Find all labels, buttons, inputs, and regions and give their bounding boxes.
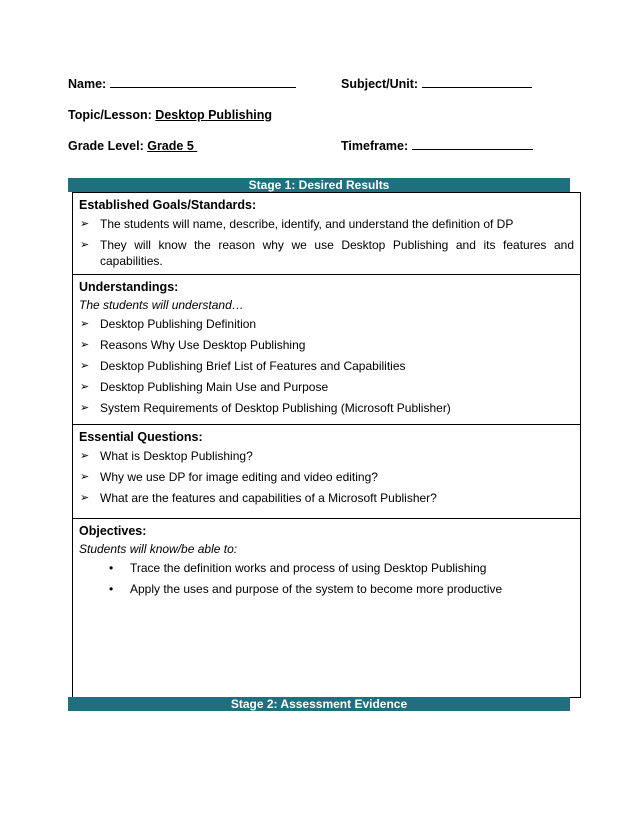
- understandings-list: [79, 316, 574, 416]
- questions-title: Essential Questions:: [79, 430, 203, 444]
- list-item: ➢ The students will name, describe, identify, and understand the definition of DP: [80, 217, 514, 231]
- questions-section: [73, 425, 580, 519]
- list-item: ➢ They will know the reason why we use Desktop Publishing and its features and capabilities.: [80, 238, 574, 268]
- name-blank: [110, 87, 296, 88]
- objectives-list: [79, 560, 574, 597]
- subject-blank: [422, 87, 532, 88]
- arrow-bullet-icon: ➢: [80, 471, 90, 483]
- questions-list: [79, 448, 574, 506]
- dot-bullet-icon: •: [109, 561, 114, 575]
- stage1-header: Stage 1: Desired Results: [68, 178, 570, 192]
- timeframe-blank: [412, 149, 533, 150]
- name-field: [68, 77, 296, 91]
- dot-bullet-icon: •: [109, 582, 114, 596]
- arrow-bullet-icon: ➢: [80, 318, 90, 330]
- list-item: ➢ Reasons Why Use Desktop Publishing: [80, 338, 306, 352]
- list-item: ➢ Desktop Publishing Main Use and Purpose: [80, 380, 329, 394]
- list-item: ➢ System Requirements of Desktop Publishing (Microsoft Publisher): [80, 401, 451, 415]
- arrow-bullet-icon: ➢: [80, 450, 90, 462]
- timeframe-label: Timeframe:: [341, 139, 409, 153]
- understandings-intro: The students will understand…: [79, 298, 244, 312]
- topic-field: [68, 108, 272, 122]
- grade-label: Grade Level:: [68, 139, 144, 153]
- list-item: ➢ What is Desktop Publishing?: [80, 449, 253, 463]
- grade-value: Grade 5: [147, 139, 194, 153]
- list-item: • Trace the definition works and process of using Desktop Publishing: [109, 561, 487, 575]
- arrow-bullet-icon: ➢: [80, 239, 90, 251]
- subject-field: [341, 77, 532, 91]
- stage2-header: Stage 2: Assessment Evidence: [68, 697, 570, 711]
- grade-field: [68, 139, 197, 153]
- arrow-bullet-icon: ➢: [80, 218, 90, 230]
- goals-section: [73, 193, 580, 275]
- arrow-bullet-icon: ➢: [80, 360, 90, 372]
- list-item: ➢ Desktop Publishing Brief List of Features and Capabilities: [80, 359, 406, 373]
- goals-title: Established Goals/Standards:: [79, 198, 257, 212]
- arrow-bullet-icon: ➢: [80, 492, 90, 504]
- objectives-intro: Students will know/be able to:: [79, 542, 238, 556]
- understandings-title: Understandings:: [79, 280, 179, 294]
- name-label: Name:: [68, 77, 107, 91]
- objectives-section: [73, 519, 580, 695]
- arrow-bullet-icon: ➢: [80, 339, 90, 351]
- topic-value: Desktop Publishing: [155, 108, 272, 122]
- objectives-title: Objectives:: [79, 524, 147, 538]
- subject-label: Subject/Unit:: [341, 77, 419, 91]
- topic-label: Topic/Lesson:: [68, 108, 152, 122]
- arrow-bullet-icon: ➢: [80, 381, 90, 393]
- understandings-section: [73, 275, 580, 425]
- list-item: • Apply the uses and purpose of the system to become more productive: [109, 582, 503, 596]
- timeframe-field: [341, 139, 533, 153]
- goals-list: [79, 216, 574, 269]
- list-item: ➢ Desktop Publishing Definition: [80, 317, 257, 331]
- arrow-bullet-icon: ➢: [80, 402, 90, 414]
- list-item: ➢ Why we use DP for image editing and video editing?: [80, 470, 378, 484]
- list-item: ➢ What are the features and capabilities of a Microsoft Publisher?: [80, 491, 437, 505]
- stage1-box: [72, 192, 581, 698]
